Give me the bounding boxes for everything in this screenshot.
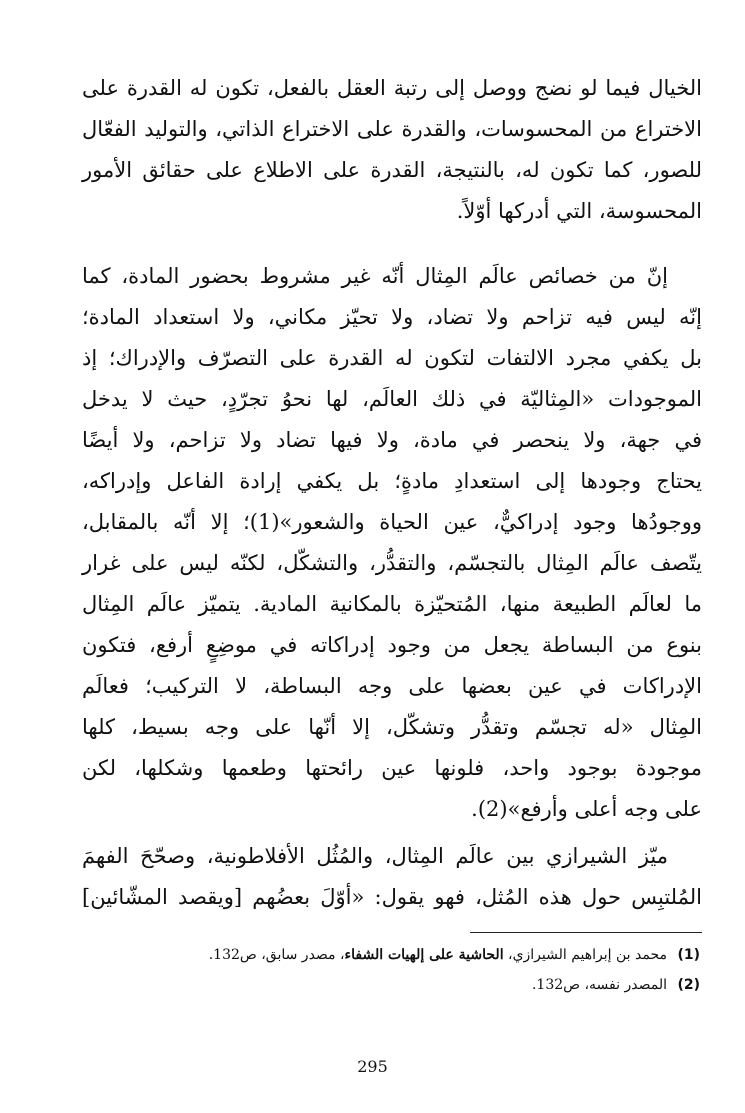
text-line: موجودة بوجود واحد، فلونها عين رائحتها وطعمها وشكلها، لكن [82,756,702,780]
text-line: يتّصف عالَم المِثال بالتجسّم، والتقدُّر، والتشكّل، لكنّه ليس على غرار [82,551,702,575]
text-line: الاختراع من المحسوسات، والقدرة على الاختراع الذاتي، والتوليد الفعّال [82,117,702,141]
text-line: ما لعالَم الطبيعة منها، المُتحيّزة بالمكانية المادية. يتميّز عالَم المِثال [82,592,702,616]
text-line: المحسوسة، التي أدركها أوّلاً. [456,199,702,223]
footnote-1 [200,940,700,970]
text-line: المُلتبِس حول هذه المُثل، فهو يقول: «أوّلَ بعضُهم [ويقصد المشّائين] [82,885,702,909]
text-line: إنّ من خصائص عالَم المِثال أنّه غير مشروط بحضور المادة، كما [82,264,668,288]
paragraph-1 [82,68,702,232]
footnote-book-title: الحاشية على إلهيات الشفاء [344,947,504,963]
text-line: الإدراكات في عين بعضها على وجه البساطة، لا التركيب؛ فعالَم [82,674,702,698]
text-line: الموجودات «المِثاليّة في ذلك العالَم، لها نحوُ تجرّدٍ، حيث لا يدخل [82,387,702,411]
text-line: المِثال «له تجسّم وتقدُّر وتشكّل، إلا أنّها على وجه بسيط، كلها [82,715,702,739]
footnote-2 [200,970,700,1000]
text-line: على وجه أعلى وأرفع»(2). [471,797,702,821]
text-line: يحتاج وجودها إلى استعدادِ مادةٍ؛ بل يكفي إرادة الفاعل وإدراكه، [82,469,702,493]
text-line: الخيال فيما لو نضج ووصل إلى رتبة العقل بالفعل، تكون له القدرة على [82,76,702,100]
footnote-text: المصدر نفسه، ص132. [531,977,667,993]
footnotes [200,940,700,1000]
footnote-source: ، مصدر سابق، ص132. [208,947,345,963]
footnote-number: (1) [677,947,700,963]
text-line: بنوع من البساطة يجعل من وجود إدراكاته في موضِعٍ أرفع، فتكون [82,633,702,657]
page-number: 295 [357,1057,388,1076]
text-line: بل يكفي مجرد الالتفات لتكون له القدرة على التصرّف والإدراك؛ إذ [82,346,702,370]
paragraph-2 [82,256,702,830]
footnote-number: (2) [677,977,700,993]
footnote-author: محمد بن إبراهيم الشيرازي، [508,947,667,963]
text-line: للصور، كما تكون له، بالنتيجة، القدرة على الاطلاع على حقائق الأمور [82,158,702,182]
text-line: إنّه ليس فيه تزاحم ولا تضاد، ولا تحيّز مكاني، ولا استعداد المادة؛ [82,305,702,329]
text-line: ووجودُها وجود إدراكيٌّ، عين الحياة والشعور»(1)؛ إلا أنّه بالمقابل، [82,510,702,534]
footnote-divider [470,932,702,933]
text-line: ميّز الشيرازي بين عالَم المِثال، والمُثُل الأفلاطونية، وصحّحَ الفهمَ [82,844,668,868]
paragraph-3 [82,836,702,918]
text-line: في جهة، ولا ينحصر في مادة، ولا فيها تضاد ولا تزاحم، ولا أيضًا [82,428,702,452]
